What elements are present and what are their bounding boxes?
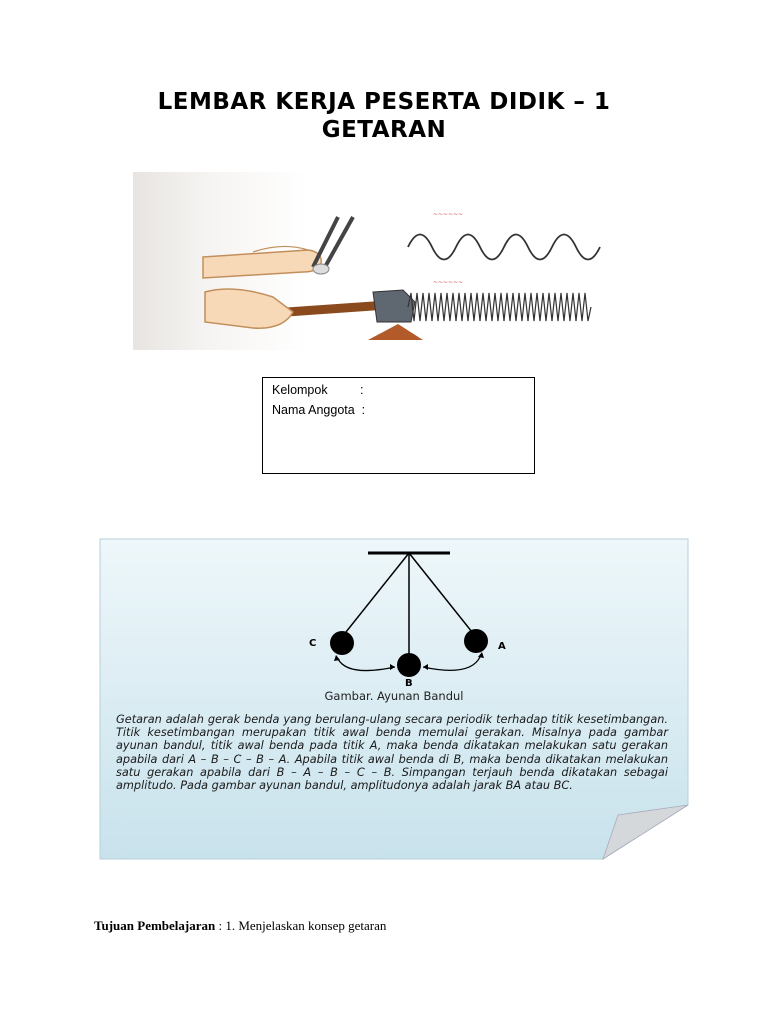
bob-a	[464, 629, 488, 653]
group-row	[272, 383, 363, 397]
members-row	[272, 403, 365, 417]
learning-objective-text: : 1. Menjelaskan konsep getaran	[215, 918, 387, 933]
label-b: B	[405, 678, 413, 689]
bob-b	[397, 653, 421, 677]
members-label: Nama Anggota	[272, 403, 355, 417]
bob-c	[330, 631, 354, 655]
label-a: A	[498, 641, 506, 652]
title-line-2: GETARAN	[321, 117, 447, 143]
figure-caption: Gambar. Ayunan Bandul	[324, 689, 464, 703]
group-identity-box	[262, 377, 535, 474]
hand-icon	[203, 246, 321, 278]
learning-objective-label: Tujuan Pembelajaran	[94, 918, 216, 933]
svg-text:~~~~~~: ~~~~~~	[433, 211, 464, 218]
page-title	[0, 88, 768, 144]
cover-illustration	[133, 172, 633, 350]
tuning-fork-icon	[313, 217, 353, 274]
hammer-icon	[205, 289, 415, 328]
group-separator: :	[360, 383, 364, 397]
cover-svg	[133, 172, 633, 350]
concept-note-card	[98, 537, 690, 861]
members-separator: :	[361, 403, 366, 417]
concept-paragraph: Getaran adalah gerak benda yang berulang-ulang secara periodik terhadap titik kesetimbangan. Titik kesetimbangan merupakan titik awal benda memulai gerakan. Misalnya pada gambar ayunan bandul, titik awal benda pada titik A, maka benda dikatakan melakukan satu gerakan apabila dari A – B – C – B – A. Apabila titik awal benda di B, maka benda dikatakan melakukan satu gerakan apabila dari B – A – B – C – B. Simpangan terjauh benda dikatakan sebagai amplitudo. Pada gambar ayunan bandul, amplitudonya adalah jarak BA atau BC.	[116, 713, 668, 793]
wave-icon	[408, 211, 600, 321]
learning-objective	[94, 918, 386, 934]
label-c: C	[309, 638, 317, 649]
svg-text:~~~~~~: ~~~~~~	[433, 279, 464, 286]
title-line-1: LEMBAR KERJA PESERTA DIDIK – 1	[157, 89, 611, 115]
group-label: Kelompok	[272, 383, 328, 397]
